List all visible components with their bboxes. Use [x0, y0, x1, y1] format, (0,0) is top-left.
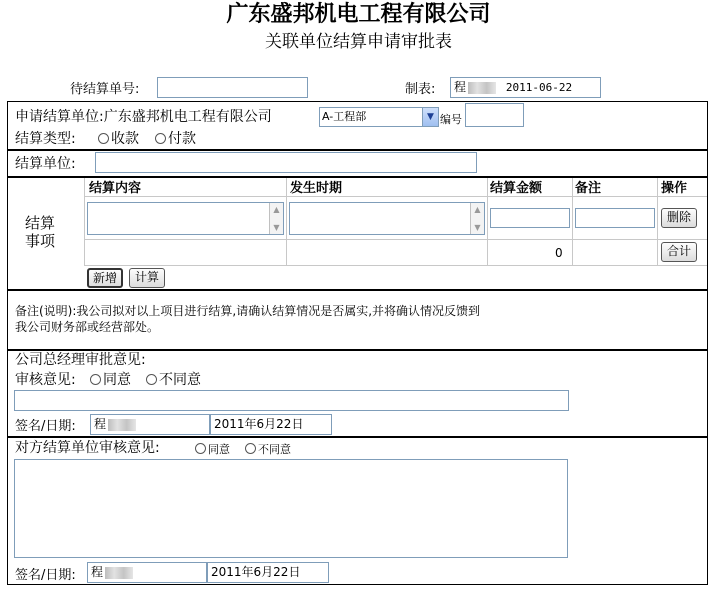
- date-textarea[interactable]: [289, 202, 485, 235]
- delete-row-button[interactable]: 删除: [661, 208, 697, 228]
- counter-disagree-radio[interactable]: 不同意: [245, 442, 291, 458]
- redacted-name: [108, 419, 136, 431]
- form-title: 关联单位结算申请审批表: [265, 32, 452, 52]
- scroll-up-icon: ▲: [474, 205, 481, 214]
- counter-sign-name-input[interactable]: [87, 562, 207, 583]
- items-side-label-1: 结算: [25, 214, 56, 232]
- col-divider: [286, 178, 287, 266]
- apply-unit-label: 申请结算单位:广东盛邦机电工程有限公司: [15, 109, 272, 125]
- gm-title: 公司总经理审批意见:: [15, 352, 146, 368]
- gm-disagree-radio[interactable]: 不同意: [146, 372, 201, 389]
- gm-sign-name: 程: [94, 417, 107, 431]
- col-header-remark: 备注: [575, 181, 602, 196]
- counter-agree-radio[interactable]: 同意: [195, 442, 230, 458]
- content-textarea[interactable]: [87, 202, 284, 235]
- scrollbar[interactable]: [470, 203, 484, 234]
- col-divider: [487, 178, 488, 266]
- apply-unit-name: 广东盛邦机电工程有限公司: [103, 109, 272, 125]
- remark-input[interactable]: [575, 208, 655, 228]
- col-header-date: 发生时期: [290, 181, 343, 196]
- calculate-button[interactable]: 计算: [129, 268, 165, 288]
- amount-input[interactable]: [490, 208, 570, 228]
- type-receive-radio[interactable]: 收款: [98, 131, 139, 148]
- code-input[interactable]: [465, 103, 524, 127]
- gm-sign-name-input[interactable]: [90, 414, 210, 435]
- items-side-label-2: 事项: [25, 232, 56, 250]
- counter-sign-label: 签名/日期:: [15, 568, 76, 583]
- scroll-down-icon: ▼: [474, 223, 481, 232]
- scrollbar[interactable]: [269, 203, 283, 234]
- doc-no-input[interactable]: [157, 77, 308, 98]
- col-divider: [657, 178, 658, 266]
- radio-icon: [98, 133, 109, 144]
- maker-label: 制表:: [405, 82, 436, 97]
- dept-selected-value: A-工程部: [322, 110, 367, 123]
- radio-icon: [146, 374, 157, 385]
- radio-icon: [195, 443, 206, 454]
- type-pay-radio[interactable]: 付款: [155, 131, 196, 148]
- gm-sign-label: 签名/日期:: [15, 419, 76, 434]
- note-line-2: 我公司财务部或经营部处。: [15, 320, 160, 334]
- items-divider: [84, 178, 85, 266]
- col-divider: [572, 178, 573, 266]
- radio-icon: [90, 374, 101, 385]
- scroll-down-icon: ▼: [273, 223, 280, 232]
- doc-no-label: 待结算单号:: [70, 82, 140, 97]
- row-divider: [85, 239, 707, 240]
- maker-input[interactable]: [450, 77, 601, 98]
- code-label: 编号: [440, 113, 462, 126]
- col-header-action: 操作: [661, 181, 688, 196]
- maker-date: 2011-06-22: [505, 81, 573, 94]
- settle-unit-input[interactable]: [95, 152, 477, 173]
- gm-comment-input[interactable]: [14, 390, 569, 411]
- note-line-1: 备注(说明):我公司拟对以上项目进行结算,请确认结算情况是否属实,并将确认情况反馈到: [15, 304, 481, 318]
- radio-icon: [245, 443, 256, 454]
- redacted-name: [105, 567, 133, 579]
- gm-sign-date-input[interactable]: 2011年6月22日: [210, 414, 332, 435]
- scroll-up-icon: ▲: [273, 205, 280, 214]
- row-divider: [85, 196, 707, 197]
- sum-button[interactable]: 合计: [661, 242, 697, 262]
- settle-type-label: 结算类型:: [15, 131, 76, 147]
- add-row-button[interactable]: 新增: [87, 268, 123, 288]
- dept-select[interactable]: [319, 107, 439, 127]
- counter-sign-date-input[interactable]: 2011年6月22日: [207, 562, 329, 583]
- col-header-content: 结算内容: [89, 181, 142, 196]
- gm-agree-radio[interactable]: 同意: [90, 372, 131, 389]
- redacted-name: [468, 82, 496, 94]
- total-amount: 0: [555, 246, 563, 260]
- radio-icon: [155, 133, 166, 144]
- maker-name: 程: [454, 80, 467, 94]
- row-divider: [85, 265, 707, 266]
- counter-title: 对方结算单位审核意见:: [15, 440, 160, 456]
- settle-unit-label: 结算单位:: [15, 156, 76, 172]
- counter-comment-textarea[interactable]: [14, 459, 568, 558]
- company-title: 广东盛邦机电工程有限公司: [226, 1, 491, 27]
- gm-opinion-label: 审核意见:: [15, 372, 76, 388]
- col-header-amount: 结算金额: [490, 181, 543, 196]
- counter-sign-name: 程: [91, 565, 104, 579]
- chevron-down-icon: ▼: [422, 108, 438, 126]
